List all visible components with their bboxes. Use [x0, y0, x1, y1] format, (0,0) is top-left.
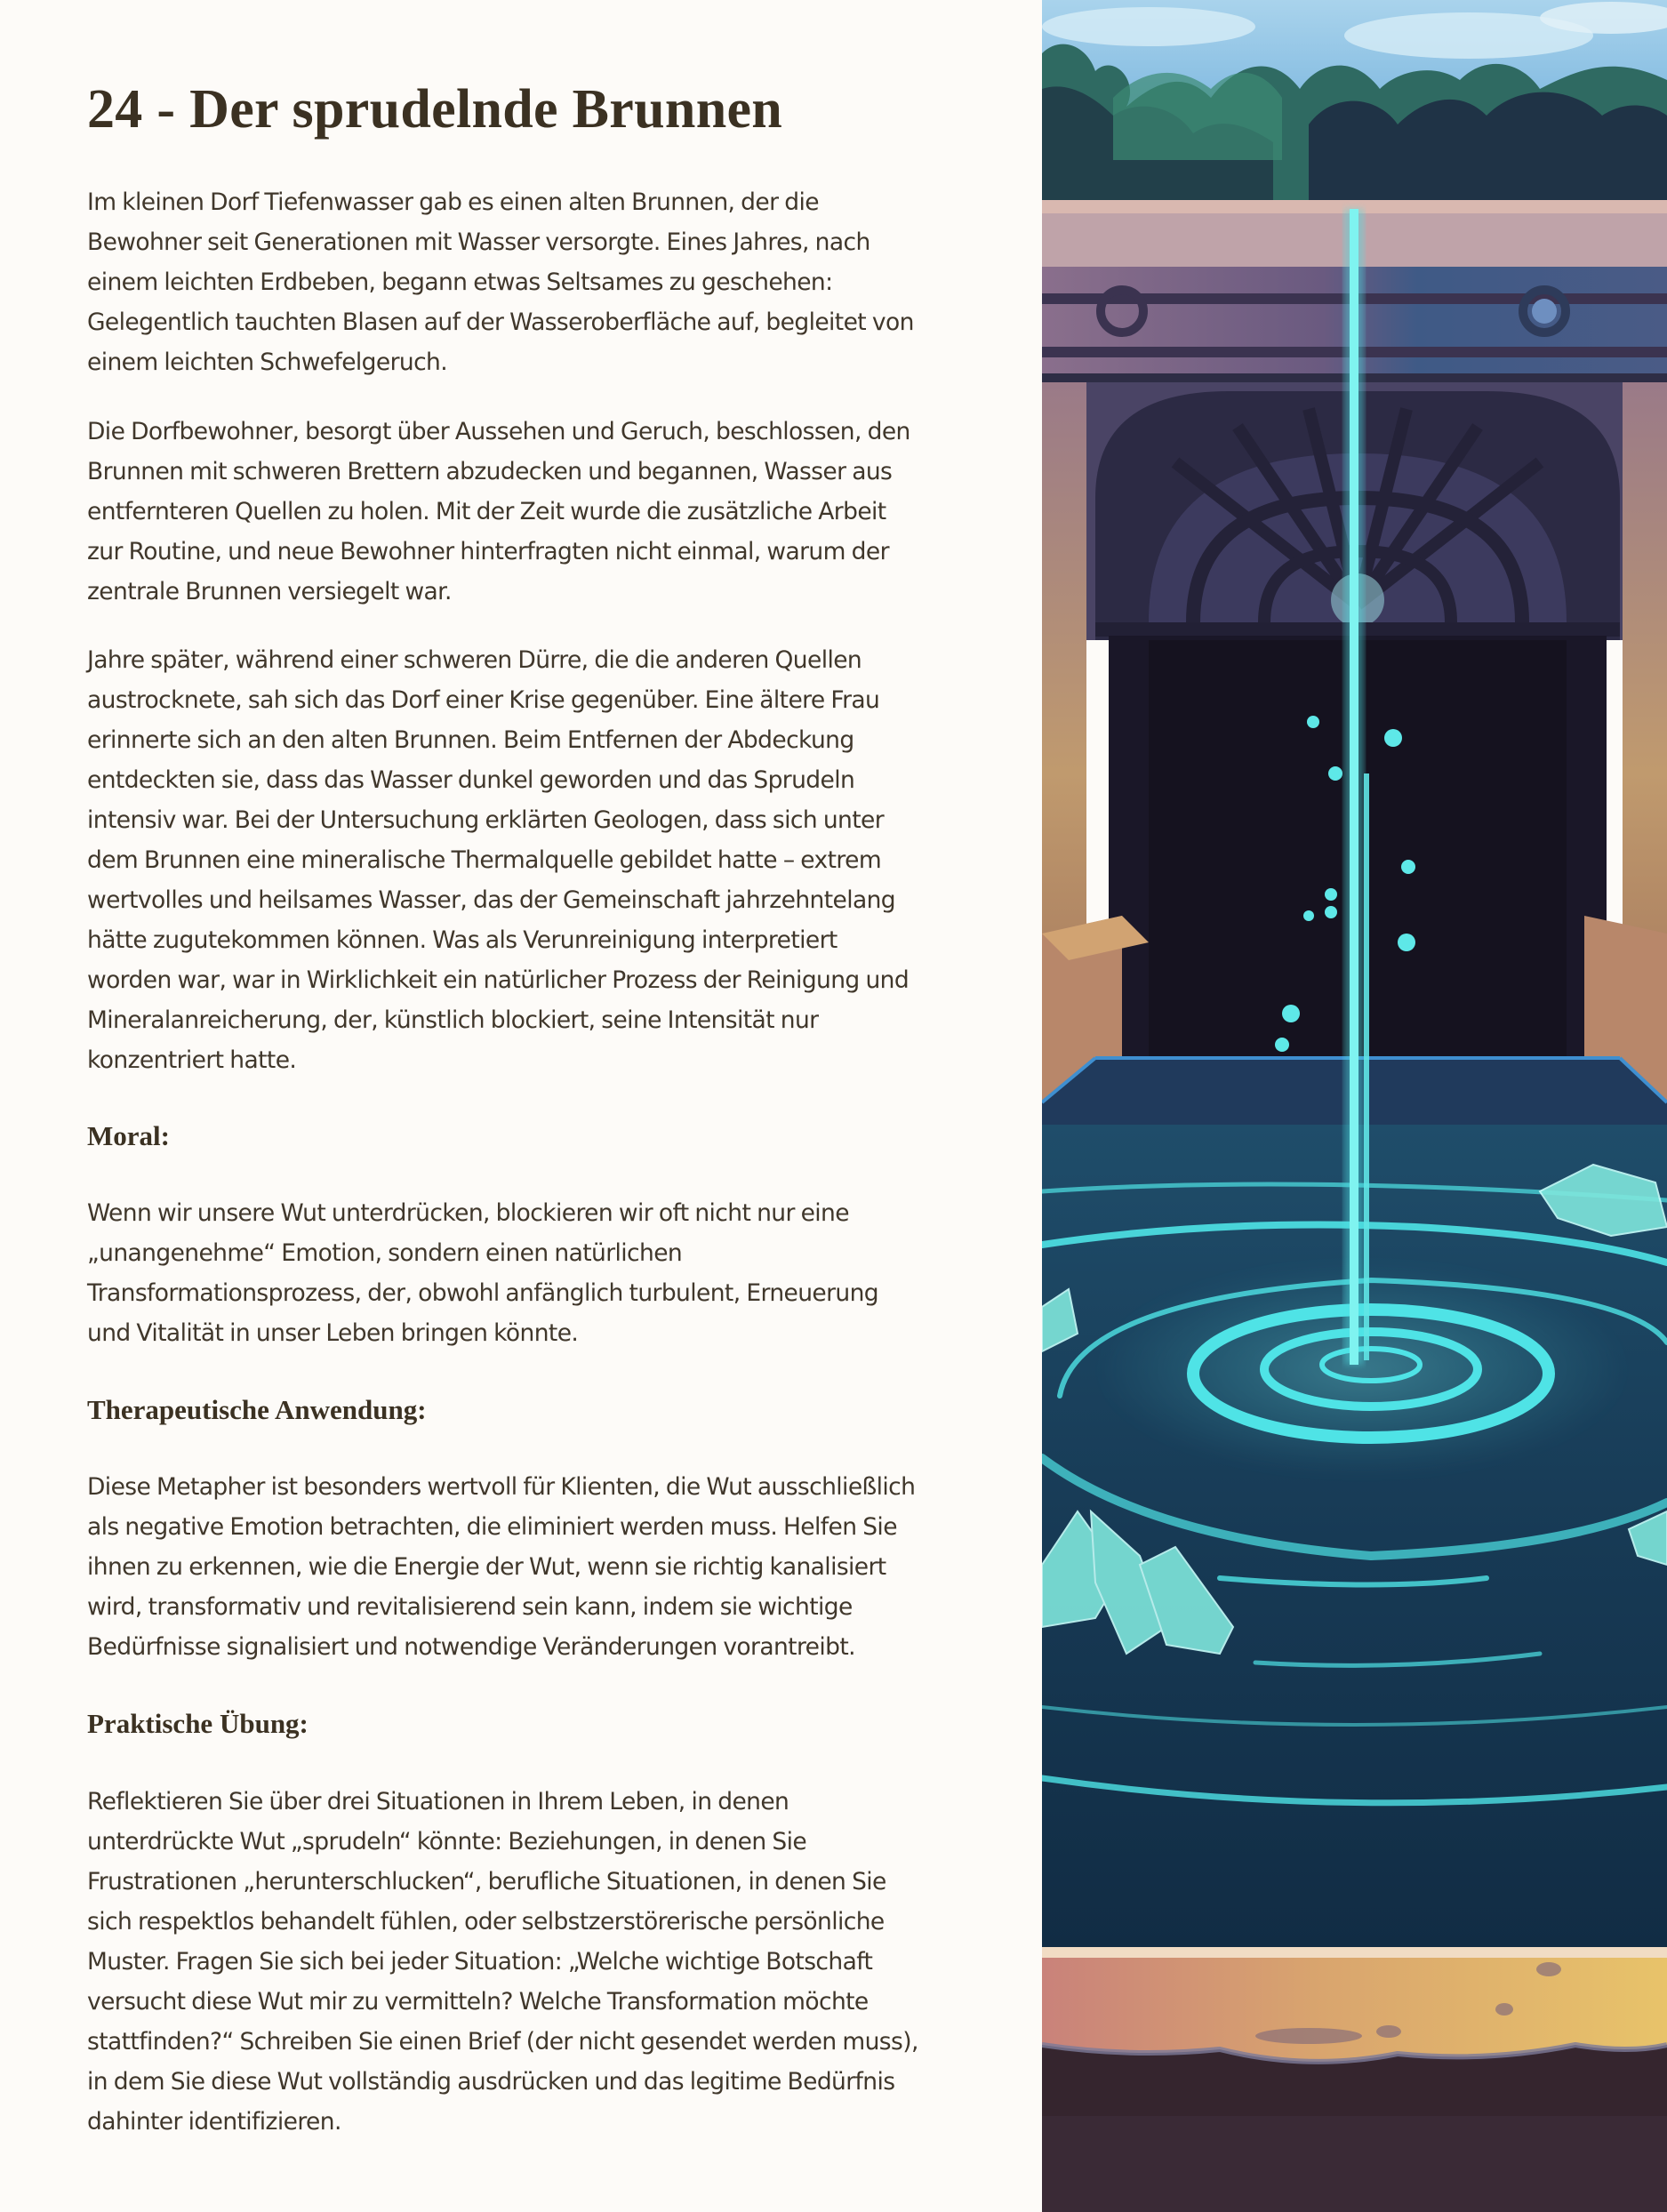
text-line: Brunnen mit schweren Brettern abzudecken und begannen, Wasser aus: [87, 458, 893, 485]
text-line: worden war, war in Wirklichkeit ein natürlicher Prozess der Reinigung und: [87, 966, 910, 994]
text-line: Mineralanreicherung, der, künstlich blockiert, seine Intensität nur: [87, 1006, 819, 1034]
text-line: Bedürfnisse signalisiert und notwendige Veränderungen vorantreibt.: [87, 1633, 855, 1661]
text-line: wird, transformativ und revitalisierend sein kann, indem sie wichtige: [87, 1593, 853, 1621]
text-line: wertvolles und heilsames Wasser, das der Gemeinschaft jahrzehntelang: [87, 886, 896, 914]
text-line: ihnen zu erkennen, wie die Energie der Wut, wenn sie richtig kanalisiert: [87, 1553, 886, 1581]
section-heading-moral: Moral:: [87, 1120, 170, 1151]
text-line: einem leichten Schwefelgeruch.: [87, 349, 448, 376]
text-line: unterdrückte Wut „sprudeln“ könnte: Beziehungen, in denen Sie: [87, 1828, 807, 1855]
therapeutic-application-paragraph: [87, 1467, 958, 1667]
text-line: versucht diese Wut mir zu vermitteln? Welche Transformation möchte: [87, 1988, 869, 2016]
text-line: erinnerte sich an den alten Brunnen. Beim Entfernen der Abdeckung: [87, 726, 854, 754]
text-line: hätte zugutekommen können. Was als Verunreinigung interpretiert: [87, 926, 838, 954]
text-line: in dem Sie diese Wut vollständig ausdrücken und das legitime Bedürfnis: [87, 2068, 895, 2096]
text-line: dahinter identifizieren.: [87, 2108, 341, 2136]
text-line: sich respektlos behandelt fühlen, oder selbstzerstörerische persönliche: [87, 1908, 885, 1936]
text-line: Frustrationen „herunterschlucken“, berufliche Situationen, in denen Sie: [87, 1868, 886, 1895]
text-line: Reflektieren Sie über drei Situationen in Ihrem Leben, in denen: [87, 1788, 789, 1815]
text-line: konzentriert hatte.: [87, 1046, 297, 1074]
text-line: Transformationsprozess, der, obwohl anfänglich turbulent, Erneuerung: [87, 1279, 879, 1307]
text-line: zur Routine, und neue Bewohner hinterfragten nicht einmal, warum der: [87, 538, 889, 565]
practical-exercise-paragraph: [87, 1782, 958, 2142]
text-line: Bewohner seit Generationen mit Wasser versorgte. Eines Jahres, nach: [87, 228, 870, 256]
text-line: und Vitalität in unser Leben bringen könnte.: [87, 1319, 579, 1347]
moral-paragraph: [87, 1193, 958, 1353]
text-line: als negative Emotion betrachten, die eliminiert werden muss. Helfen Sie: [87, 1513, 897, 1541]
text-line: Muster. Fragen Sie sich bei jeder Situation: „Welche wichtige Botschaft: [87, 1948, 873, 1976]
text-line: Die Dorfbewohner, besorgt über Aussehen und Geruch, beschlossen, den: [87, 418, 910, 445]
text-line: einem leichten Erdbeben, begann etwas Seltsames zu geschehen:: [87, 268, 833, 296]
text-line: entdeckten sie, dass das Wasser dunkel geworden und das Sprudeln: [87, 766, 855, 794]
page-title: 24 - Der sprudelnde Brunnen: [87, 79, 783, 140]
text-line: dem Brunnen eine mineralische Thermalquelle gebildet hatte – extrem: [87, 846, 882, 874]
story-paragraph-1: [87, 182, 958, 382]
fountain-illustration: [1042, 0, 1667, 2212]
text-line: zentrale Brunnen versiegelt war.: [87, 578, 452, 605]
section-heading-therapeutic-application: Therapeutische Anwendung:: [87, 1394, 427, 1425]
section-heading-practical-exercise: Praktische Übung:: [87, 1708, 309, 1739]
text-line: Gelegentlich tauchten Blasen auf der Wasseroberfläche auf, begleitet von: [87, 309, 914, 336]
text-line: stattfinden?“ Schreiben Sie einen Brief (der nicht gesendet werden muss),: [87, 2028, 918, 2056]
text-line: Im kleinen Dorf Tiefenwasser gab es einen alten Brunnen, der die: [87, 188, 819, 216]
text-line: Wenn wir unsere Wut unterdrücken, blockieren wir oft nicht nur eine: [87, 1199, 849, 1227]
fountain-well-image: [1042, 0, 1667, 2212]
text-line: Jahre später, während einer schweren Dürre, die die anderen Quellen: [87, 646, 862, 674]
text-line: entfernteren Quellen zu holen. Mit der Zeit wurde die zusätzliche Arbeit: [87, 498, 886, 525]
text-line: intensiv war. Bei der Untersuchung erklärten Geologen, dass sich unter: [87, 806, 885, 834]
text-line: austrocknete, sah sich das Dorf einer Krise gegenüber. Eine ältere Frau: [87, 686, 880, 714]
text-line: Diese Metapher ist besonders wertvoll für Klienten, die Wut ausschließlich: [87, 1473, 916, 1501]
story-paragraph-3: [87, 640, 958, 1080]
story-paragraph-2: [87, 412, 958, 612]
text-line: „unangenehme“ Emotion, sondern einen natürlichen: [87, 1239, 683, 1267]
